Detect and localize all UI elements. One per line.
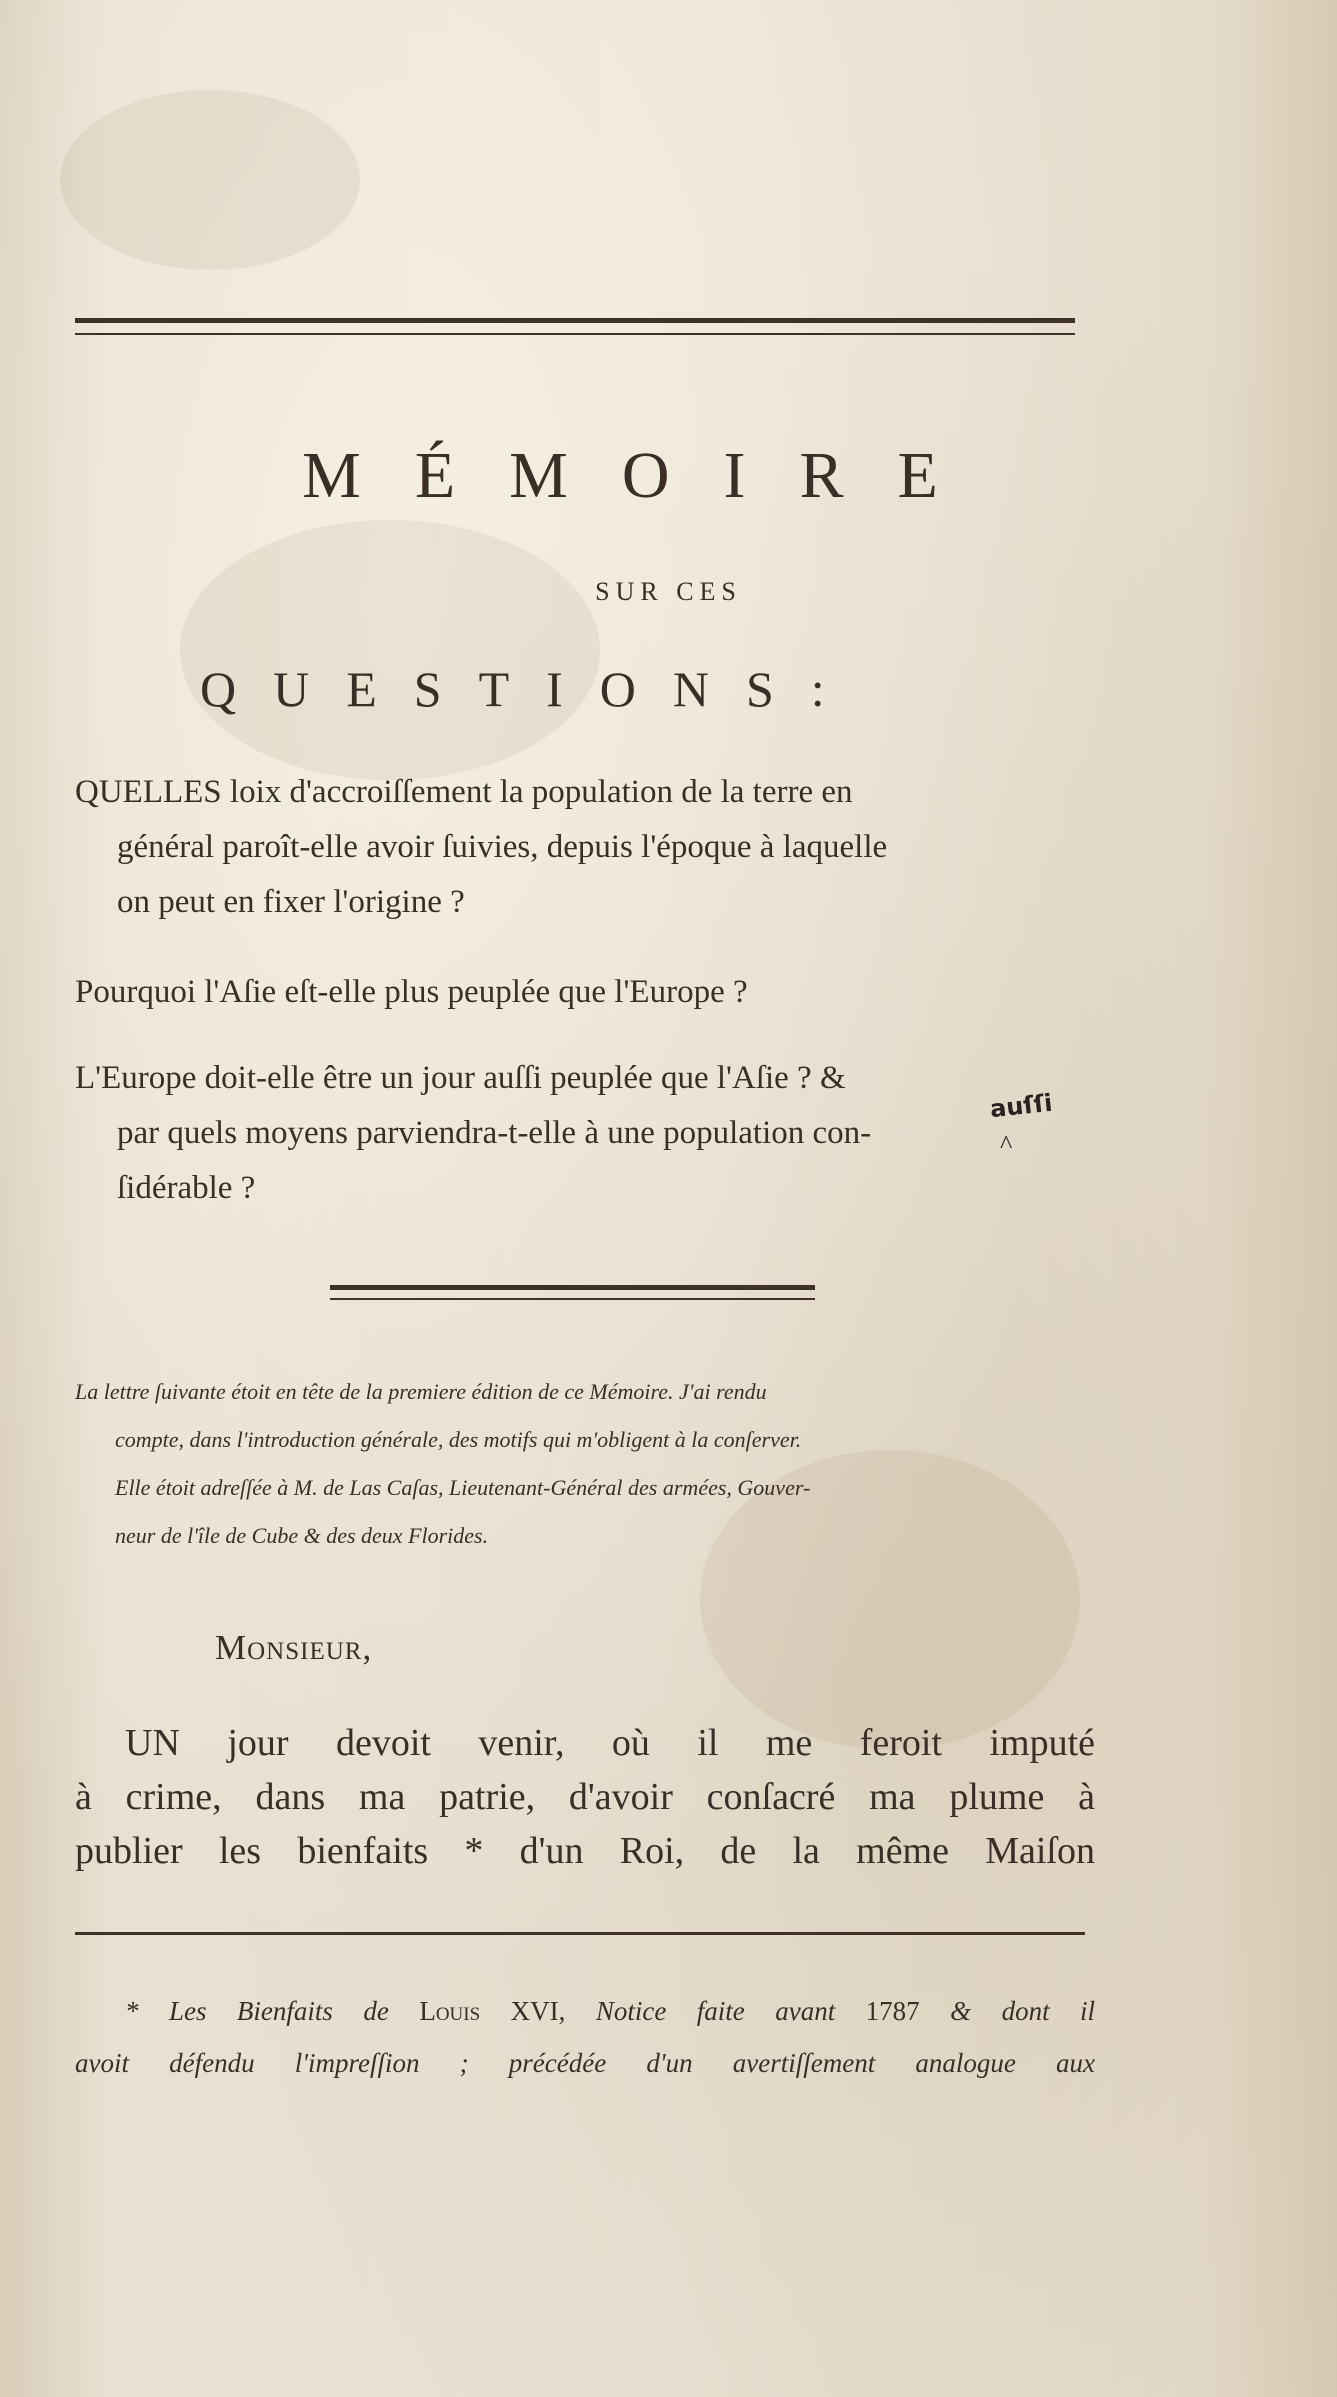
question-line: L'Europe doit-elle être un jour auſſi peuplée que l'Aſie ? &: [75, 1060, 846, 1096]
question-line: QUELLES loix d'accroiſſement la population de la terre en: [75, 774, 853, 810]
middle-rule-thick: [330, 1285, 815, 1290]
paper-stain: [180, 520, 600, 780]
page-title: MÉMOIRE: [302, 439, 992, 512]
footnote-text: * Les Bienfaits de: [125, 1996, 389, 2026]
footnote-line: avoit défendu l'impreſſion ; précédée d'un avertiſſement analogue aux: [75, 2048, 1095, 2078]
questions-heading: QUESTIONS:: [200, 661, 862, 717]
footnote-text: Notice faite avant: [595, 1996, 836, 2026]
question-line: ſidérable ?: [117, 1170, 256, 1206]
letter-introduction: [75, 1368, 1105, 1560]
salutation: Monsieur,: [215, 1628, 373, 1667]
intro-line: La lettre ſuivante étoit en tête de la premiere édition de ce Mémoire. J'ai rendu: [75, 1379, 767, 1404]
question-line: on peut en fixer l'origine ?: [117, 884, 465, 920]
question-line: général paroît-elle avoir ſuivies, depuis l'époque à laquelle: [117, 829, 888, 865]
footnote-king-name: Louis XVI,: [419, 1996, 566, 2026]
question-3: [75, 1051, 1100, 1216]
body-line: à crime, dans ma patrie, d'avoir conſacré ma plume à: [75, 1776, 1095, 1818]
question-2: [75, 965, 1100, 1020]
top-rule-thick: [75, 318, 1075, 323]
footnote-year: 1787: [865, 1996, 920, 2026]
footnote-rule: [75, 1932, 1085, 1935]
intro-line: Elle étoit adreſſée à M. de Las Caſas, Lieutenant-Général des armées, Gouver-: [115, 1475, 811, 1500]
page-subtitle: SUR CES: [595, 577, 742, 606]
footnote: [75, 1985, 1096, 2089]
paper-stain: [60, 90, 360, 270]
intro-line: compte, dans l'introduction générale, des motifs qui m'obligent à la conſerver.: [115, 1427, 802, 1452]
question-1: [75, 765, 1100, 930]
footnote-text: & dont il: [950, 1996, 1096, 2026]
intro-line: neur de l'île de Cube & des deux Florides.: [115, 1523, 489, 1548]
question-line: par quels moyens parviendra-t-elle à une population con-: [117, 1115, 872, 1151]
body-line: publier les bienfaits * d'un Roi, de la même Maiſon: [75, 1830, 1095, 1872]
top-rule-thin: [75, 333, 1075, 335]
handwritten-annotation: auſſi: [988, 1088, 1054, 1124]
letter-body: [75, 1716, 1095, 1878]
insertion-caret-icon: ^: [1000, 1130, 1013, 1159]
footnote-line: [110, 1985, 1095, 2037]
question-line: Pourquoi l'Aſie eſt-elle plus peuplée que l'Europe ?: [75, 974, 748, 1010]
body-line: UN jour devoit venir, où il me feroit imputé: [125, 1722, 1095, 1764]
middle-rule-thin: [330, 1298, 815, 1300]
